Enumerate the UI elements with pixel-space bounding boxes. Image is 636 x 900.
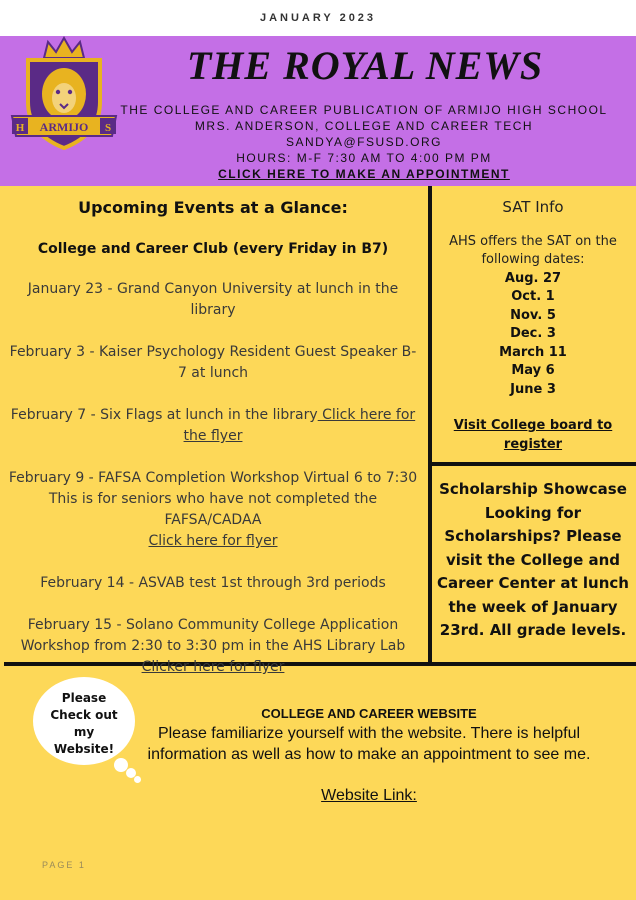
hours-line: HOURS: M-F 7:30 AM TO 4:00 PM PM bbox=[236, 151, 492, 165]
website-link[interactable]: Website Link: bbox=[321, 787, 417, 804]
newsletter-title: THE ROYAL NEWS bbox=[186, 43, 544, 88]
event-text: February 7 - Six Flags at lunch in the library bbox=[10, 407, 318, 423]
sat-date: Dec. 3 bbox=[510, 326, 556, 341]
event-item bbox=[6, 405, 420, 447]
solano-flyer-link[interactable]: Clicker here for flyer bbox=[141, 659, 285, 675]
appointment-link[interactable]: CLICK HERE TO MAKE AN APPOINTMENT bbox=[218, 167, 510, 181]
sat-date: Oct. 1 bbox=[511, 289, 555, 304]
page-number: PAGE 1 bbox=[42, 860, 86, 870]
bubble-line: Website! bbox=[53, 742, 115, 756]
college-board-link[interactable]: Visit College board to register bbox=[453, 418, 613, 452]
bubble-line: Check out bbox=[50, 708, 118, 722]
scholarship-showcase: Scholarship Showcase Looking for Scholarships? Please visit the College and Career Center at lunch the week of January 23rd. All grade levels. bbox=[437, 480, 629, 639]
sat-date: June 3 bbox=[510, 381, 556, 397]
email-line[interactable]: SANDYA@FSUSD.ORG bbox=[286, 135, 442, 149]
bubble-line: Please bbox=[61, 691, 107, 705]
column-divider bbox=[428, 186, 432, 664]
bubble-line: my bbox=[73, 725, 95, 739]
upcoming-events bbox=[6, 198, 420, 699]
logo-left-letter: H bbox=[15, 122, 25, 134]
sat-intro: AHS offers the SAT on the following dates: bbox=[449, 233, 617, 267]
events-title: Upcoming Events at a Glance: bbox=[78, 198, 348, 217]
masthead-info bbox=[112, 102, 616, 182]
logo-right-letter: S bbox=[104, 122, 112, 134]
website-title: COLLEGE AND CAREER WEBSITE bbox=[261, 706, 477, 721]
club-notice: College and Career Club (every Friday in B7) bbox=[37, 241, 389, 257]
sat-date: Nov. 5 bbox=[510, 307, 556, 323]
event-text: February 3 - Kaiser Psychology Resident Guest Speaker B-7 at lunch bbox=[9, 344, 417, 381]
event-item bbox=[6, 279, 420, 321]
author-line: MRS. ANDERSON, COLLEGE AND CAREER TECH bbox=[194, 119, 534, 133]
publication-subtitle: THE COLLEGE AND CAREER PUBLICATION OF ARMIJO HIGH SCHOOL bbox=[120, 103, 608, 117]
event-item bbox=[6, 615, 420, 678]
thought-bubble bbox=[34, 678, 134, 764]
sat-info bbox=[436, 198, 630, 454]
event-text: January 23 - Grand Canyon University at lunch in the library bbox=[27, 281, 399, 318]
sidebar-divider bbox=[430, 462, 636, 466]
event-text: February 15 - Solano Community College Application Workshop from 2:30 to 3:30 pm in the AHS Library Lab bbox=[20, 617, 406, 654]
sat-date: Aug. 27 bbox=[504, 270, 562, 286]
issue-date: JANUARY 2023 bbox=[259, 12, 377, 24]
sat-date: May 6 bbox=[511, 363, 555, 378]
armijo-lion-logo bbox=[8, 36, 120, 154]
six-flags-flyer-link[interactable]: Click here for the flyer bbox=[183, 407, 416, 444]
fafsa-flyer-link[interactable]: Click here for flyer bbox=[148, 533, 278, 549]
event-text: February 14 - ASVAB test 1st through 3rd periods bbox=[40, 575, 386, 591]
event-item bbox=[6, 342, 420, 384]
website-body: Please familiarize yourself with the website. There is helpful information as well as how to make an appointment to see me. bbox=[147, 725, 591, 763]
sat-title: SAT Info bbox=[502, 198, 564, 216]
event-item bbox=[6, 573, 420, 594]
website-section bbox=[140, 706, 598, 805]
sat-date: March 11 bbox=[499, 344, 567, 360]
logo-text: ARMIJO bbox=[39, 120, 89, 134]
event-text: February 9 - FAFSA Completion Workshop Virtual 6 to 7:30 This is for seniors who have not completed the FAFSA/CADAA bbox=[8, 470, 418, 528]
masthead bbox=[0, 36, 636, 186]
event-item bbox=[6, 468, 420, 552]
